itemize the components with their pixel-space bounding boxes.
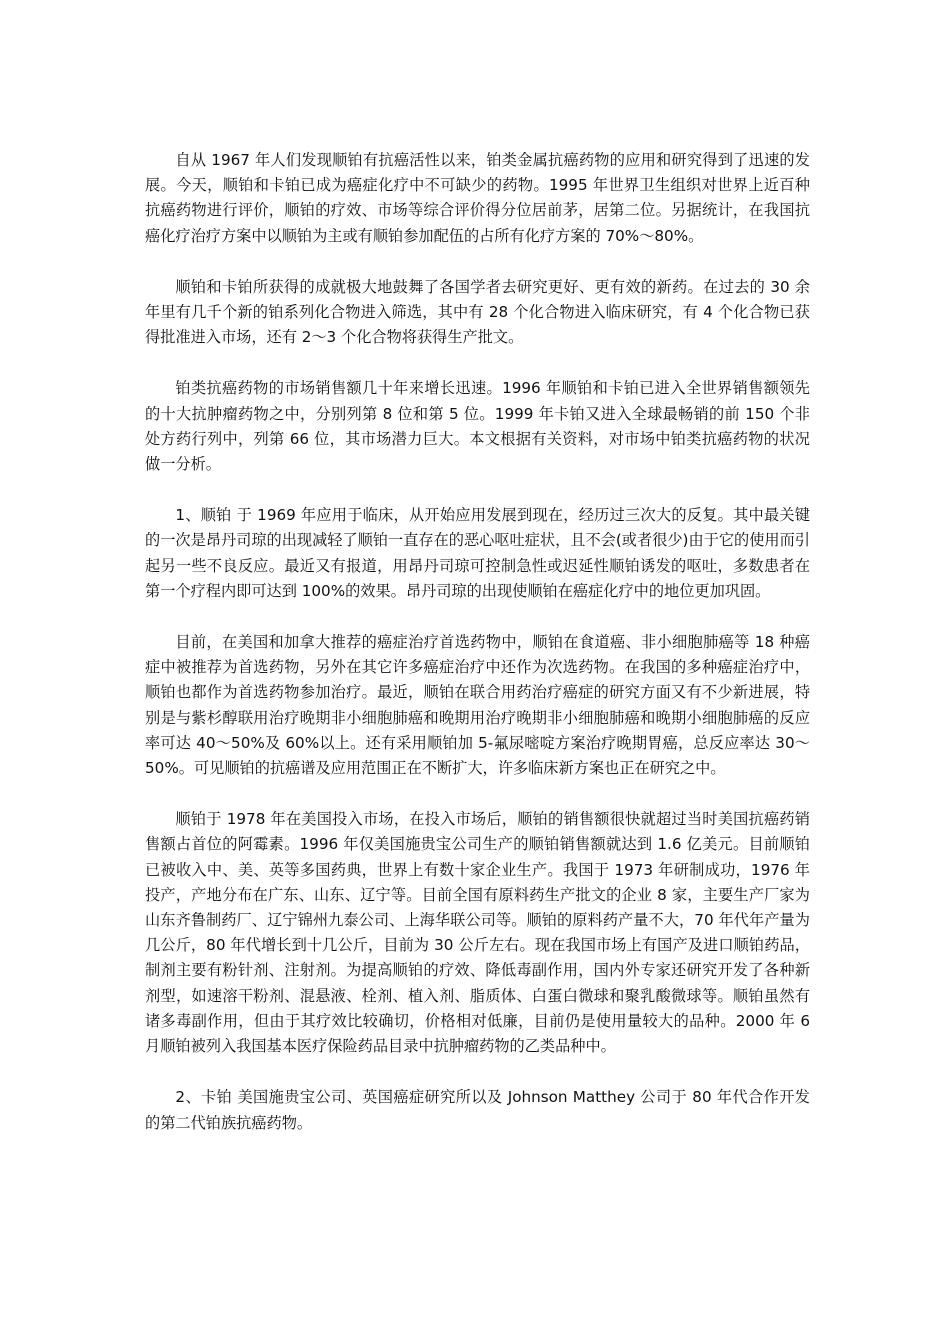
paragraph-carboplatin: 2、卡铂 美国施贵宝公司、英国癌症研究所以及 Johnson Matthey 公司于 80 年代合作开发的第二代铂族抗癌药物。: [145, 1088, 810, 1132]
paragraph-cisplatin-clinical: 1、顺铂 于 1969 年应用于临床，从开始应用发展到现在，经历过三次大的反复。其中最关键的一次是昂丹司琼的出现减轻了顺铂一直存在的恶心呕吐症状，且不会(或者很少)由于它的使用而引起另一些不良反应。最近又有报道，用昂丹司琼可控制急性或迟延性顺铂诱发的呕吐，多数患者在第一个疗程内即可达到 100%的效果。昂丹司琼的出现使顺铂在癌症化疗中的地位更加巩固。: [145, 506, 810, 600]
paragraph-intro: 自从 1967 年人们发现顺铂有抗癌活性以来，铂类金属抗癌药物的应用和研究得到了迅速的发展。今天，顺铂和卡铂已成为癌症化疗中不可缺少的药物。1995 年世界卫生组织对世界上近百种抗癌药物进行评价，顺铂的疗效、市场等综合评价得分位居前茅，居第二位。另据统计，在我国抗癌化疗治疗方案中以顺铂为主或有顺铂参加配伍的占所有化疗方案的 70%～80%。: [145, 151, 810, 245]
paragraph-cisplatin-market: 顺铂于 1978 年在美国投入市场，在投入市场后，顺铂的销售额很快就超过当时美国抗癌药销售额占首位的阿霉素。1996 年仅美国施贵宝公司生产的顺铂销售额就达到 1.6 亿美元。目前顺铂已被收入中、美、英等多国药典，世界上有数十家企业生产。我国于 1973 年研制成功，1976 年投产，产地分布在广东、山东、辽宁等。目前全国有原料药生产批文的企业 8 家，主要生产厂家为山东齐鲁制药厂、辽宁锦州九泰公司、上海华联公司等。顺铂的原料药产量不大，70 年代年产量为几公斤，80 年代增长到十几公斤，目前为 30 公斤左右。现在我国市场上有国产及进口顺铂药品，制剂主要有粉针剂、注射剂。为提高顺铂的疗效、降低毒副作用，国内外专家还研究开发了各种新剂型，如速溶干粉剂、混悬液、栓剂、植入剂、脂质体、白蛋白微球和聚乳酸微球等。顺铂虽然有诸多毒副作用，但由于其疗效比较确切，价格相对低廉，目前仍是使用量较大的品种。2000 年 6 月顺铂被列入我国基本医疗保险药品目录中抗肿瘤药物的乙类品种中。: [145, 810, 810, 1056]
paragraph-market-growth: 铂类抗癌药物的市场销售额几十年来增长迅速。1996 年顺铂和卡铂已进入全世界销售额领先的十大抗肿瘤药物之中，分别列第 8 位和第 5 位。1999 年卡铂又进入全球最畅销的前 150 个非处方药行列中，列第 66 位，其市场潜力巨大。本文根据有关资料，对市场中铂类抗癌药物的状况做一分析。: [145, 379, 810, 474]
paragraph-new-drugs: 顺铂和卡铂所获得的成就极大地鼓舞了各国学者去研究更好、更有效的新药。在过去的 30 余年里有几千个新的铂系列化合物进入筛选，其中有 28 个化合物进入临床研究，有 4 个化合物已获得批准进入市场，还有 2～3 个化合物将获得生产批文。: [145, 277, 810, 347]
document-body: [145, 148, 810, 1162]
paragraph-cisplatin-recommendation: 目前，在美国和加拿大推荐的癌症治疗首选药物中，顺铂在食道癌、非小细胞肺癌等 18 种癌症中被推荐为首选药物，另外在其它许多癌症治疗中还作为次选药物。在我国的多种癌症治疗中，顺铂也都作为首选药物参加治疗。最近，顺铂在联合用药治疗癌症的研究方面又有不少新进展，特别是与紫杉醇联用治疗晚期非小细胞肺癌和晚期用治疗晚期非小细胞肺癌和晚期小细胞肺癌的反应率可达 40～50%及 60%以上。还有采用顺铂加 5-氟尿嘧啶方案治疗晚期胃癌，总反应率达 30～50%。可见顺铂的抗癌谱及应用范围正在不断扩大，许多临床新方案也正在研究之中。: [145, 633, 810, 778]
